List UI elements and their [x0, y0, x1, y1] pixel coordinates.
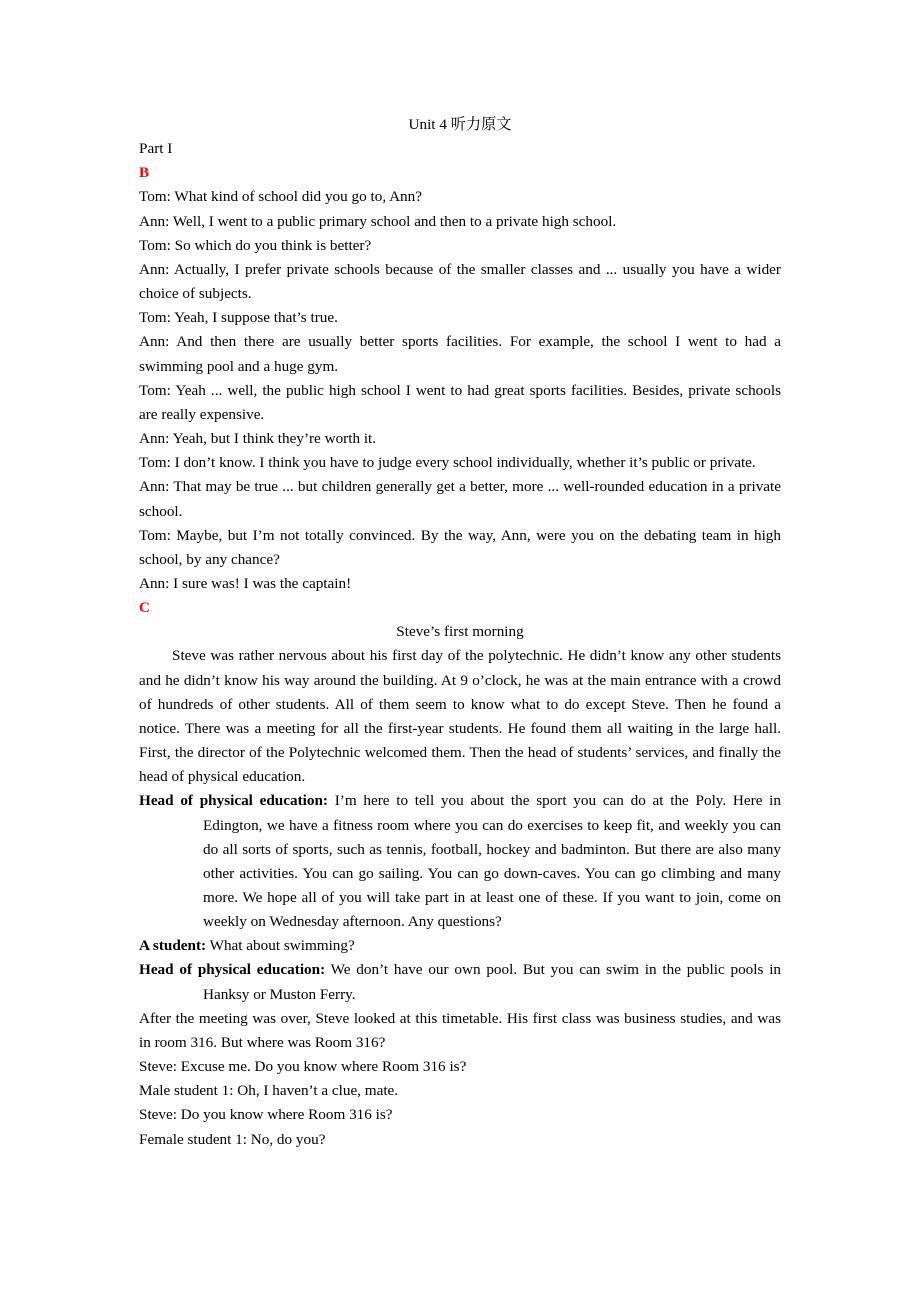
- speech-head-pe-1: [139, 789, 781, 934]
- dialogue-line: Ann: Actually, I prefer private schools because of the smaller classes and ... usually you have a wider choice of subjects.: [139, 260, 781, 303]
- dialogue-line: Ann: And then there are usually better sports facilities. For example, the school I went to had a swimming pool and a huge gym.: [139, 333, 781, 375]
- dialogue-line: Tom: Yeah, I suppose that’s true.: [139, 309, 338, 327]
- story-after-meeting: After the meeting was over, Steve looked at this timetable. His first class was business studies, and was in room 316. But where was Room 316?: [139, 1009, 781, 1051]
- section-c-label: C: [139, 599, 150, 617]
- dialogue-line: Steve: Do you know where Room 316 is?: [139, 1106, 393, 1124]
- dialogue-line: Steve: Excuse me. Do you know where Room 316 is?: [139, 1058, 467, 1076]
- speech-head-pe-2: [139, 958, 781, 1006]
- dialogue-line: Tom: What kind of school did you go to, Ann?: [139, 188, 422, 206]
- dialogue-line: Ann: I sure was! I was the captain!: [139, 574, 352, 592]
- part-heading: Part I: [139, 140, 173, 158]
- document-page: [139, 113, 781, 1152]
- speech-student: [139, 934, 781, 958]
- dialogue-line: Male student 1: Oh, I haven’t a clue, mate.: [139, 1082, 399, 1100]
- dialogue-line: Ann: Yeah, but I think they’re worth it.: [139, 430, 377, 448]
- section-b-label: B: [139, 164, 150, 182]
- dialogue-line: Ann: Well, I went to a public primary school and then to a private high school.: [139, 212, 617, 230]
- dialogue-line: Tom: I don’t know. I think you have to judge every school individually, whether it’s public or private.: [139, 454, 756, 472]
- dialogue-line: Female student 1: No, do you?: [139, 1130, 326, 1148]
- speaker-label: Head of physical education:: [139, 792, 328, 810]
- dialogue-line: Tom: So which do you think is better?: [139, 236, 372, 254]
- story-intro: Steve was rather nervous about his first day of the polytechnic. He didn’t know any other students and he didn’t know his way around the building. At 9 o’clock, he was at the main entrance with a crowd of hundreds of other students. All of them seem to know what to do except Steve. Then he found a notice. There was a meeting for all the first-year students. He found them all waiting in the large hall. First, the director of the Polytechnic welcomed them. Then the head of students’ services, and finally the head of physical education.: [139, 647, 781, 786]
- page-title: Unit 4 听力原文: [408, 116, 512, 133]
- dialogue-line: Tom: Maybe, but I’m not totally convinced. By the way, Ann, were you on the debating team in high school, by any chance?: [139, 526, 781, 568]
- speaker-label: Head of physical education:: [139, 961, 326, 979]
- speech-text: I’m here to tell you about the sport you can do at the Poly. Here in Edington, we have a fitness room where you can do exercises to keep fit, and weekly you can do all sorts of sports, such as tennis, football, hockey and badminton. But there are also many other activities. You can go sailing. You can go down-caves. You can go climbing and many more. We hope all of you will take part in at least one of these. If you want to join, come on weekly on Wednesday afternoon. Any questions?: [203, 792, 781, 931]
- speaker-label: A student:: [139, 937, 207, 955]
- section-c-dialogue: [139, 1055, 781, 1152]
- speech-text: We don’t have our own pool. But you can swim in the public pools in Hanksy or Muston Ferry.: [203, 961, 782, 1003]
- speech-text: What about swimming?: [206, 937, 355, 955]
- dialogue-line: Ann: That may be true ... but children generally get a better, more ... well-rounded education in a private school.: [139, 478, 781, 520]
- story-title: Steve’s first morning: [396, 623, 524, 641]
- dialogue-line: Tom: Yeah ... well, the public high school I went to had great sports facilities. Besides, private schools are really expensive.: [139, 381, 781, 423]
- section-b-dialogue: [139, 185, 781, 596]
